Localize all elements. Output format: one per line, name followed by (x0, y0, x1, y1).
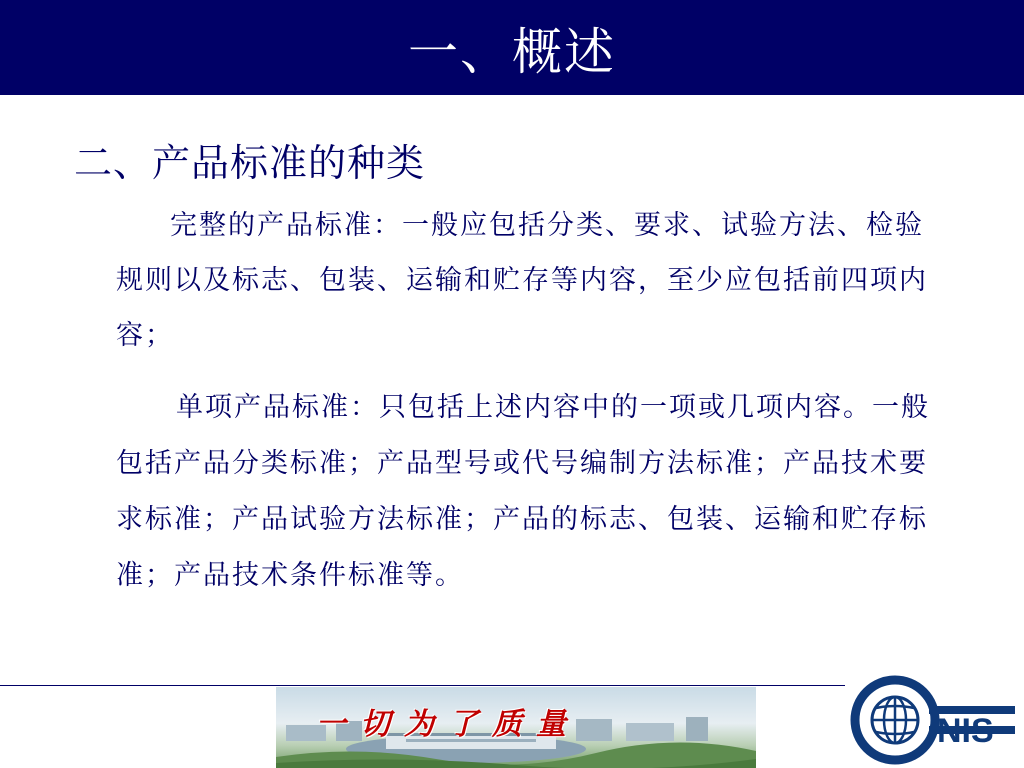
paragraph-complete-standard: 完整的产品标准：一般应包括分类、要求、试验方法、检验规则以及标志、包装、运输和贮存等内容，至少应包括前四项内容； (116, 210, 928, 351)
logo-text: NIS (937, 712, 994, 750)
company-logo (845, 662, 1020, 768)
footer-banner-image (276, 687, 756, 768)
title-bar (0, 0, 1024, 95)
section-heading: 二、产品标准的种类 (74, 141, 426, 185)
footer-divider (0, 685, 845, 686)
paragraph-single-standard: 单项产品标准：只包括上述内容中的一项或几项内容。一般包括产品分类标准；产品型号或代号编制方法标准；产品技术要求标准；产品试验方法标准；产品的标志、包装、运输和贮存标准；产品技术条件标准等。 (116, 392, 930, 591)
banner-slogan: 一切为了质量 (316, 707, 580, 742)
slide-title: 一、概述 (408, 22, 616, 81)
